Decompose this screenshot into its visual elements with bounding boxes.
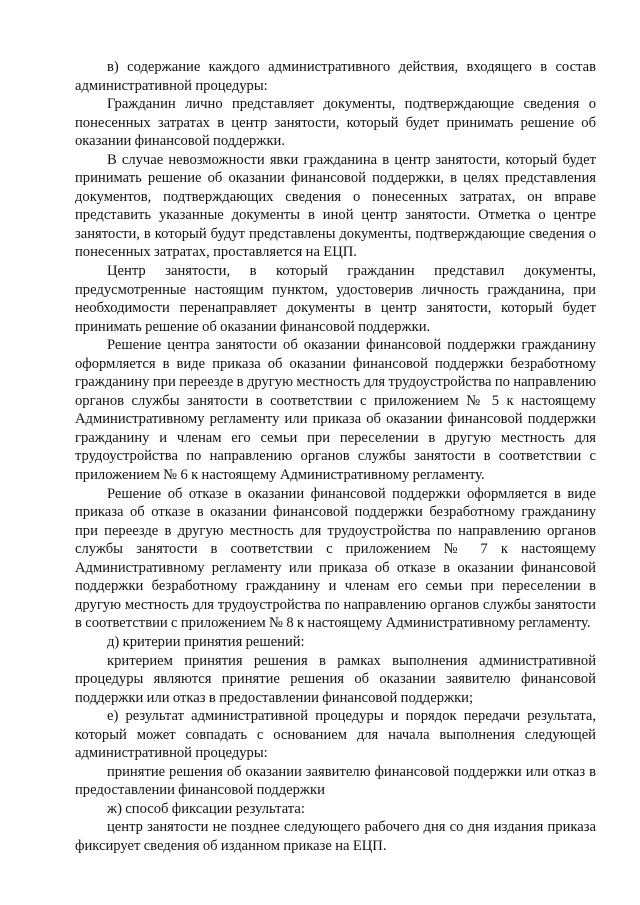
paragraph-fixation-heading: ж) способ фиксации результата: xyxy=(107,800,305,817)
paragraph-refusal-decision: Решение об отказе в оказании финансовой поддержки оформляется в виде приказа об отказе в оказании финансовой поддержки безработному гражданину при переезде в другую местность для трудоустройства по направлению органов службы занятости в соответствии с приложением № 7 к настоящему Административному регламенту или приказа об отказе в оказании финансовой поддержки безработному гражданину и членам его семьи при переселении в другую местность для трудоустройства по направлению органов службы занятости в соответствии с приложением № 8 к настоящему Административному регламенту. xyxy=(75,485,596,632)
paragraph-result-heading: е) результат административной процедуры и порядок передачи результата, который может совпадать с основанием для начала выполнения следующей административной процедуры: xyxy=(75,708,596,762)
document-page xyxy=(75,58,596,856)
paragraph-other-center-submission: В случае невозможности явки гражданина в центр занятости, который будет принимать решение об оказании финансовой поддержки, в целях представления документов, подтверждающих сведения о понесенных затратах, он вправе представить указанные документы в иной центр занятости. Отметка о центре занятости, в который будут представлены документы, подтверждающие сведения о понесенных затратах, проставляется на ЕЦП. xyxy=(75,151,596,261)
paragraph-document-forwarding: Центр занятости, в который гражданин представил документы, предусмотренные настоящим пунктом, удостоверив личность гражданина, при необходимости перенаправляет документы в центр занятости, который будет принимать решение об оказании финансовой поддержки. xyxy=(75,263,596,335)
paragraph-approval-decision: Решение центра занятости об оказании финансовой поддержки гражданину оформляется в виде приказа об оказании финансовой поддержки безработному гражданину при переезде в другую местность для трудоустройства по направлению органов службы занятости в соответствии с приложением № 5 к настоящему Административному регламенту или приказа об оказании финансовой поддержки гражданину и членам его семьи при переселении в другую местность для трудоустройства по направлению органов службы занятости в соответствии с приложением № 6 к настоящему Административному регламенту. xyxy=(75,337,596,484)
paragraph-action-content-heading: в) содержание каждого административного действия, входящего в состав административной процедуры: xyxy=(75,59,596,94)
paragraph-criteria-heading: д) критерии принятия решений: xyxy=(107,633,305,650)
paragraph-personal-submission: Гражданин лично представляет документы, подтверждающие сведения о понесенных затратах в центр занятости, который будет принимать решение об оказании финансовой поддержки. xyxy=(75,96,596,150)
paragraph-criteria-text: критерием принятия решения в рамках выполнения административной процедуры являются принятие решения об оказании заявителю финансовой поддержки или отказ в предоставлении финансовой поддержки; xyxy=(75,652,596,706)
paragraph-result-text: принятие решения об оказании заявителю финансовой поддержки или отказ в предоставлении финансовой поддержки xyxy=(75,763,596,799)
paragraph-fixation-text: центр занятости не позднее следующего рабочего дня со дня издания приказа фиксирует сведения об изданном приказе на ЕЦП. xyxy=(75,819,596,854)
